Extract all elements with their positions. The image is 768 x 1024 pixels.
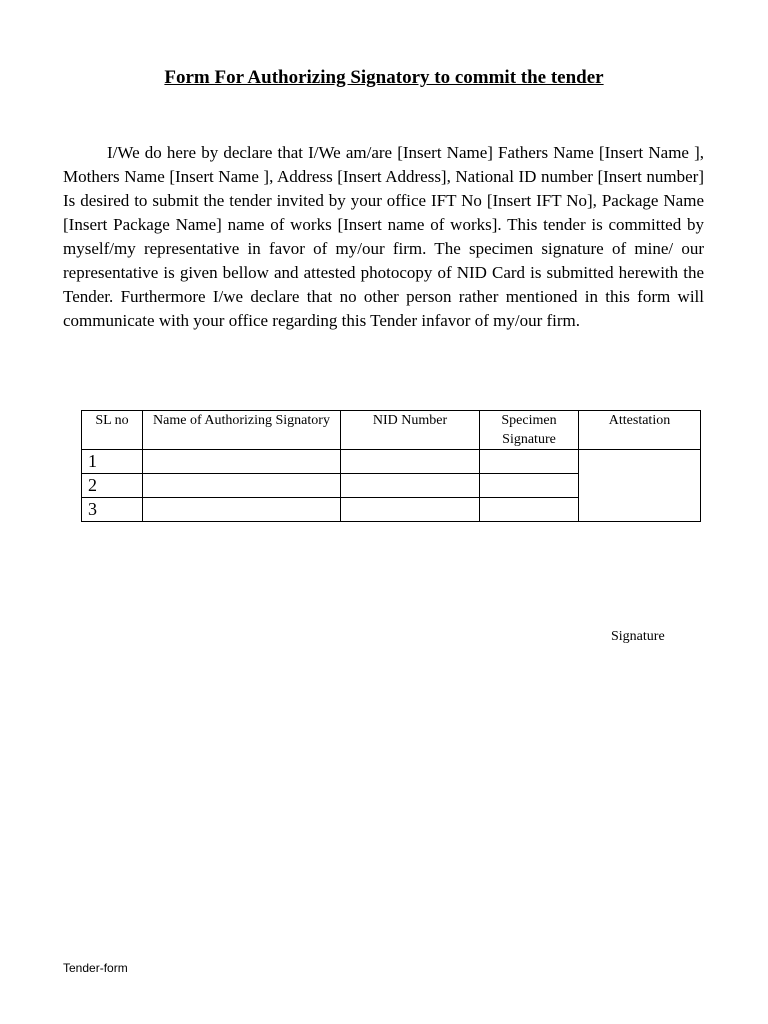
nid-number-cell[interactable] — [341, 498, 480, 522]
header-signatory-name: Name of Authorizing Signatory — [143, 411, 341, 450]
header-attestation: Attestation — [579, 411, 701, 450]
attestation-cell[interactable] — [579, 450, 701, 522]
sl-cell: 1 — [82, 450, 143, 474]
specimen-signature-cell[interactable] — [480, 474, 579, 498]
signatory-name-cell[interactable] — [143, 450, 341, 474]
signatory-table — [81, 410, 701, 522]
nid-number-cell[interactable] — [341, 450, 480, 474]
table-header-row — [82, 411, 701, 450]
page-footer: Tender-form — [63, 961, 128, 975]
sl-cell: 3 — [82, 498, 143, 522]
table-row — [82, 450, 701, 474]
signatory-name-cell[interactable] — [143, 498, 341, 522]
declaration-paragraph: I/We do here by declare that I/We am/are [Insert Name] Fathers Name [Insert Name ], Mothers Name [Insert Name ], Address [Insert Address], National ID number [Insert number] Is desired to submit the tender invited by your office IFT No [Insert IFT No], Package Name [Insert Package Name] name of works [Insert name of works]. This tender is committed by myself/my representative in favor of my/our firm. The specimen signature of mine/ our representative is given bellow and attested photocopy of NID Card is submitted herewith the Tender. Furthermore I/we declare that no other person rather mentioned in this form will communicate with your office regarding this Tender infavor of my/our firm. — [63, 143, 704, 330]
header-nid-number: NID Number — [341, 411, 480, 450]
specimen-signature-cell[interactable] — [480, 450, 579, 474]
sl-cell: 2 — [82, 474, 143, 498]
specimen-signature-cell[interactable] — [480, 498, 579, 522]
signature-label: Signature — [611, 629, 665, 644]
nid-number-cell[interactable] — [341, 474, 480, 498]
signatory-name-cell[interactable] — [143, 474, 341, 498]
header-sl-no: SL no — [82, 411, 143, 450]
form-title: Form For Authorizing Signatory to commit the tender — [164, 67, 604, 88]
header-specimen-signature: Specimen Signature — [480, 411, 579, 450]
